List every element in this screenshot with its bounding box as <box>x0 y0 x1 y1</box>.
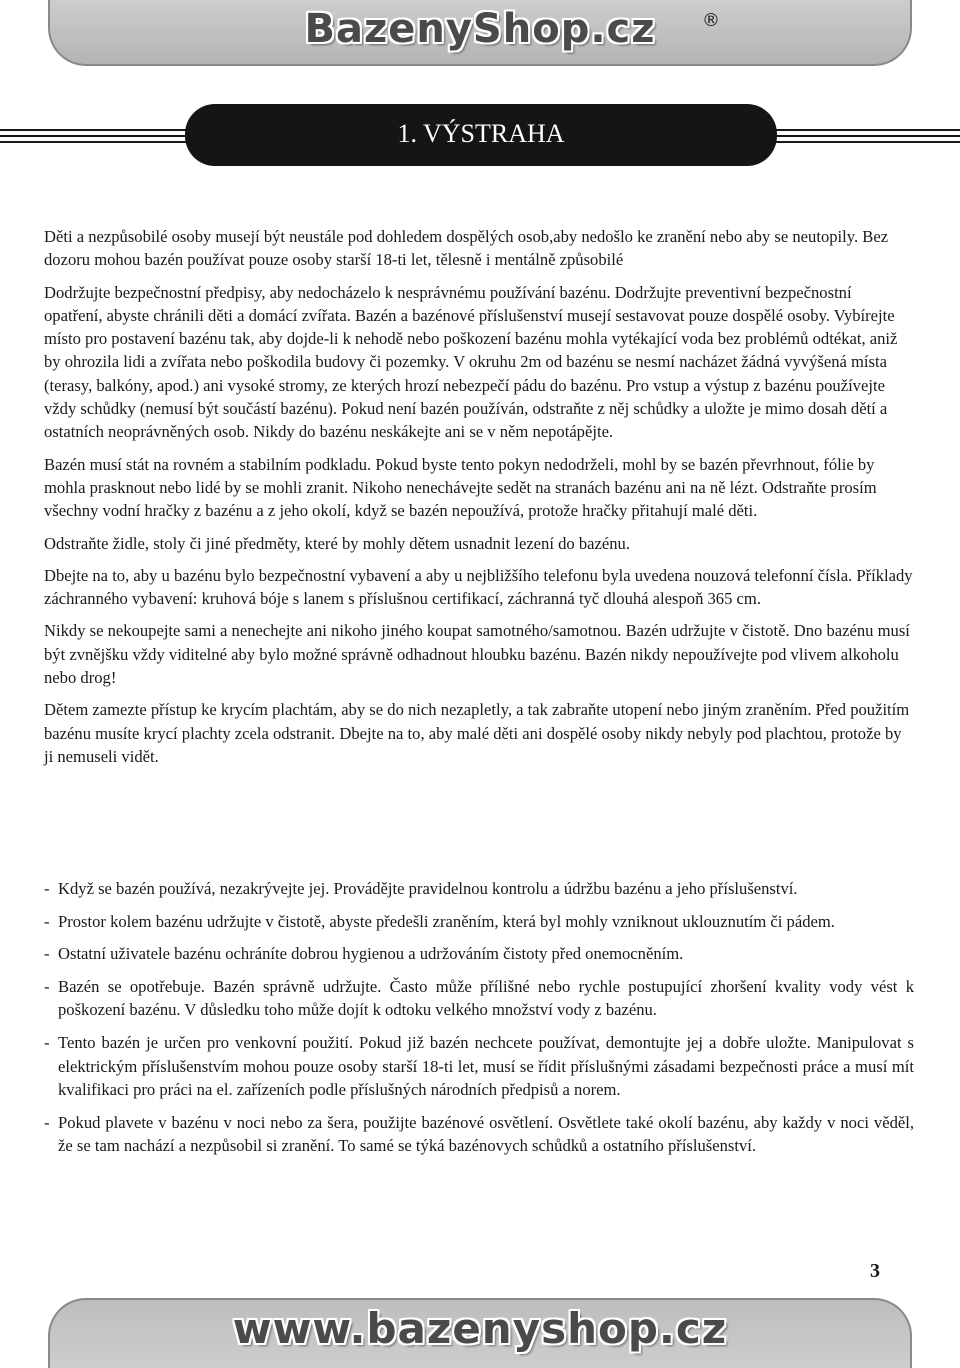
list-item-text: Prostor kolem bazénu udržujte v čistotě, abyste předešli zraněním, která byl mohly vzniknout uklouznutím či pádem. <box>58 911 835 931</box>
list-item-text: Pokud plavete v bazénu v noci nebo za šera, použijte bazénové osvětlení. Osvětlete také okolí bazénu, aby každy v noci věděl, že se tam nachází a nezpůsobil si zranění. To samé se týká bazénovych schůdků a ostatního příslušenství. <box>58 1112 914 1156</box>
bullet-list <box>44 877 914 1167</box>
list-item <box>44 1111 914 1158</box>
list-item <box>44 910 914 934</box>
list-item-text: Bazén se opotřebuje. Bazén správně udržujte. Často může přílišné nebo rychle postupující zhoršení kvality vody vést k poškození bazénu. V důsledku toho může dojít k odtoku velkého množství vody z bazénu. <box>58 976 914 1020</box>
dash-marker: - <box>44 1112 50 1132</box>
paragraph: Odstraňte židle, stoly či jiné předměty, které by mohly dětem usnadnit lezení do bazénu. <box>44 533 630 553</box>
section-title: 1. VÝSTRAHA <box>185 104 777 166</box>
registered-mark: ® <box>702 10 720 31</box>
paragraph: Děti a nezpůsobilé osoby musejí být neustále pod dohledem dospělých osob,aby nedošlo ke zranění nebo aby se neutopily. Bez dozoru mohou bazén používat pouze osoby starší 18-ti let, tělesně i mentálně způsobilé <box>44 227 889 270</box>
header-banner <box>48 0 912 66</box>
paragraph: Dbejte na to, aby u bazénu bylo bezpečnostní vybavení a aby u nejbližšího telefonu byla uvedena nouzová telefonní čísla. Příklady záchranného vybavení: kruhová bóje s lanem s příslušnou certifikací, záchranná tyč dlouhá alespoň 365 cm. <box>44 565 913 609</box>
paragraph: Dětem zamezte přístup ke krycím plachtám, aby se do nich nezapletly, a tak zabraňte utopení nebo jiným zraněním. Před použitím bazénu musíte krycí plachty zcela odstranit. Dbejte na to, aby malé děti ani dospělé osoby nikdy nebyly pod plachtou, protože by ji nemuseli vidět. <box>44 700 910 766</box>
website-url: www.bazenyshop.cz <box>232 1304 728 1353</box>
dash-marker: - <box>44 1032 50 1052</box>
list-item <box>44 975 914 1022</box>
list-item-text: Tento bazén je určen pro venkovní použití. Pokud již bazén nechcete používat, demontujte jej a dobře uložte. Manipulovat s elektrickým příslušenstvím mohou pouze osoby starší 18-ti let, musí se řídit příslušnými zásadami bezpečnosti práce a musí mít kvalifikaci pro práci na el. zařízeních podle příslušných národních předpisů a norem. <box>58 1032 914 1100</box>
list-item <box>44 942 914 966</box>
list-item-text: Když se bazén používá, nezakrývejte jej. Provádějte pravidelnou kontrolu a údržbu bazénu a jeho příslušenství. <box>58 879 798 898</box>
paragraph: Bazén musí stát na rovném a stabilním podkladu. Pokud byste tento pokyn nedodrželi, mohl by se bazén převrhnout, fólie by mohla prasknout nebo lidé by se mohli zranit. Nikoho nenechávejte sedět na stranách bazénu ani na ně lézt. Odstraňte prosím všechny vodní hračky z bazénu a z jeho okolí, když se bazén nepoužívá, protože hračky přitahují malé děti. <box>44 454 877 521</box>
dash-marker: - <box>44 879 50 898</box>
page-number: 3 <box>870 1260 880 1282</box>
dash-marker: - <box>44 911 50 931</box>
list-item <box>44 877 914 901</box>
dash-marker: - <box>44 976 50 996</box>
list-item <box>44 1031 914 1102</box>
brand-logo: BazenyShop.cz <box>304 6 656 52</box>
warning-text <box>44 225 914 777</box>
paragraph: Nikdy se nekoupejte sami a nenechejte ani nikoho jiného koupat samotného/samotnou. Bazén udržujte v čistotě. Dno bazénu musí být zvnějšku vždy viditelné aby bylo možné správně odhadnout hloubku bazénu. Bazén nikdy nepoužívejte pod vlivem alkoholu nebo drog! <box>44 621 910 688</box>
list-item-text: Ostatní uživatele bazénu ochráníte dobrou hygienou a udržováním čistoty před onemocněním. <box>58 944 684 964</box>
paragraph: Dodržujte bezpečnostní předpisy, aby nedocházelo k nesprávnému používání bazénu. Dodržujte preventivní bezpečnostní opatření, abyste chránili děti a domácí zvířata. Bazén a bazénové příslušenství musejí sestavovat pouze dospělé osoby. Vybírejte místo pro postavení bazénu tak, aby dojde-li k nehodě nebo poškození bazénu mohla vytékající voda bez problémů odtékat, aniž by ohrozila lidi a zvířata nebo poškodila budovy či pozemky. V okruhu 2m od bazénu se nesmí nacházet žádná vyvýšená místa (terasy, balkóny, apod.) ani vysoké stromy, ze kterých hrozí nebezpečí pádu do bazénu. Pro vstup a výstup z bazénu používejte vždy schůdky (nemusí být součástí bazénu). Pokud není bazén používán, odstraňte z něj schůdky a uložte je mimo dosah dětí a ostatních neoprávněných osob. Nikdy do bazénu neskákejte ani se v něm nepotápějte. <box>44 282 898 442</box>
dash-marker: - <box>44 944 50 964</box>
